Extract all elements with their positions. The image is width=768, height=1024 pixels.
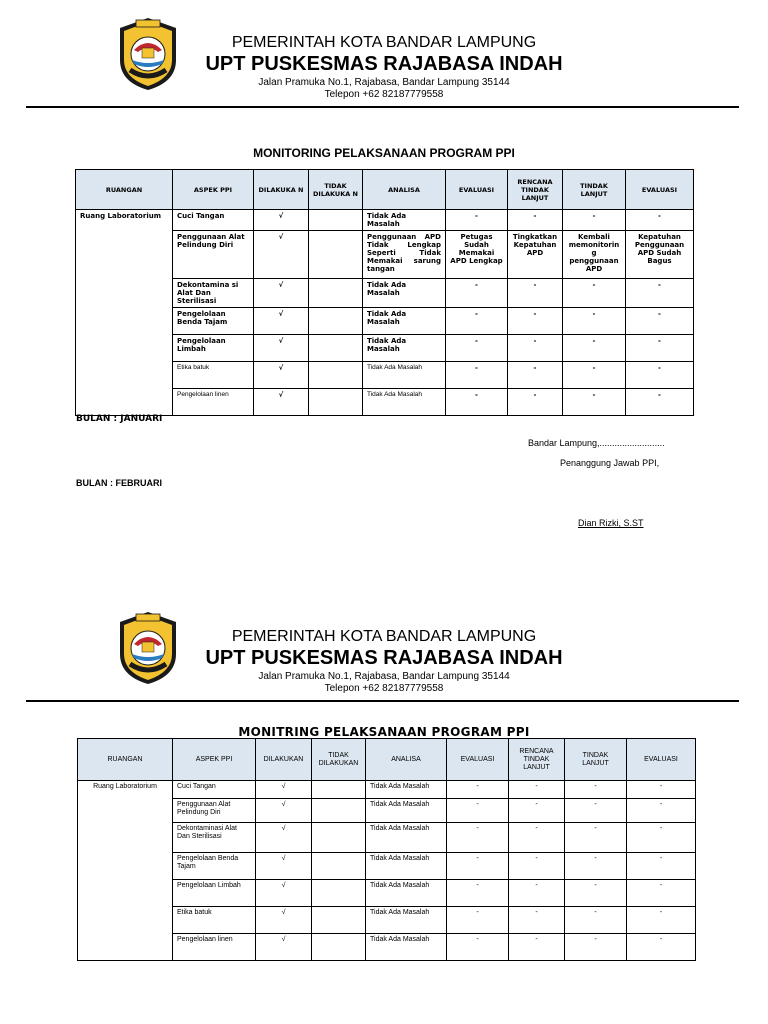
tidak-cell (312, 823, 366, 853)
ruangan-cell: Ruang Laboratorium (76, 210, 173, 416)
tindak-cell: - (565, 799, 627, 823)
analisa-cell: Tidak Ada Masalah (363, 389, 446, 416)
evaluasi2-cell: - (627, 823, 696, 853)
tindak-cell: - (563, 335, 626, 362)
section1-title: MONITORING PELAKSANAAN PROGRAM PPI (253, 146, 515, 160)
table-row (78, 781, 696, 799)
evaluasi-cell: - (446, 308, 508, 335)
rencana-cell: - (509, 799, 565, 823)
evaluasi2-cell: - (626, 335, 694, 362)
evaluasi2-cell: - (626, 362, 694, 389)
evaluasi-cell: Petugas Sudah Memakai APD Lengkap (446, 231, 508, 279)
rencana-cell: - (509, 781, 565, 799)
aspek-cell: Cuci Tangan (173, 781, 256, 799)
analisa-cell: Tidak Ada Masalah (366, 781, 447, 799)
col-header: ANALISA (363, 170, 446, 210)
tidak-cell (312, 880, 366, 907)
analisa-cell: Tidak Ada Masalah (363, 308, 446, 335)
rencana-cell: - (508, 389, 563, 416)
evaluasi2-cell: - (627, 781, 696, 799)
aspek-cell: Dekontamina si Alat Dan Sterilisasi (173, 279, 254, 308)
aspek-cell: Pengelolaan Limbah (173, 880, 256, 907)
analisa-cell: Tidak Ada Masalah (363, 210, 446, 231)
col-header: RUANGAN (78, 739, 173, 781)
dilakukan-cell: √ (256, 823, 312, 853)
tindak-cell: - (565, 823, 627, 853)
phone-text: Telepon +62 82187779558 (324, 683, 444, 694)
analisa-cell: Tidak Ada Masalah (366, 853, 447, 880)
dilakukan-cell: √ (256, 907, 312, 934)
evaluasi2-cell: Kepatuhan Penggunaan APD Sudah Bagus (626, 231, 694, 279)
dilakukan-cell: √ (254, 210, 309, 231)
evaluasi2-cell: - (626, 279, 694, 308)
tidak-cell (312, 853, 366, 880)
analisa-cell: Tidak Ada Masalah (366, 799, 447, 823)
col-header: TIDAK DILAKUKA N (309, 170, 363, 210)
evaluasi-cell: - (447, 781, 509, 799)
evaluasi-cell: - (446, 210, 508, 231)
rencana-cell: Tingkatkan Kepatuhan APD (508, 231, 563, 279)
col-header: EVALUASI (627, 739, 696, 781)
tidak-cell (309, 308, 363, 335)
aspek-cell: Penggunaan Alat Pelindung Diri (173, 799, 256, 823)
tindak-cell: - (563, 389, 626, 416)
analisa-cell: Tidak Ada Masalah (366, 880, 447, 907)
tidak-cell (312, 781, 366, 799)
header-divider (26, 106, 739, 108)
evaluasi-cell: - (446, 279, 508, 308)
col-header: RENCANA TINDAK LANJUT (509, 739, 565, 781)
dilakukan-cell: √ (254, 362, 309, 389)
evaluasi-cell: - (447, 880, 509, 907)
month-label-february: BULAN : FEBRUARI (76, 478, 162, 488)
signature-place-date: Bandar Lampung,.......................... (528, 438, 665, 448)
dilakukan-cell: √ (256, 853, 312, 880)
monitoring-table-2 (77, 738, 696, 961)
rencana-cell: - (509, 880, 565, 907)
aspek-cell: Etika batuk (173, 362, 254, 389)
tindak-cell: Kembali memonitorin g penggunaan APD (563, 231, 626, 279)
dilakukan-cell: √ (254, 231, 309, 279)
aspek-cell: Dekontaminasi Alat Dan Sterilisasi (173, 823, 256, 853)
evaluasi-cell: - (446, 335, 508, 362)
tidak-cell (309, 389, 363, 416)
tindak-cell: - (563, 362, 626, 389)
aspek-cell: Cuci Tangan (173, 210, 254, 231)
tindak-cell: - (563, 279, 626, 308)
col-header: ASPEK PPI (173, 739, 256, 781)
evaluasi2-cell: - (627, 880, 696, 907)
dilakukan-cell: √ (254, 308, 309, 335)
signature-role: Penanggung Jawab PPI, (560, 458, 660, 468)
dilakukan-cell: √ (256, 799, 312, 823)
col-header: TIDAK DILAKUKAN (312, 739, 366, 781)
col-header: DILAKUKAN (256, 739, 312, 781)
rencana-cell: - (509, 853, 565, 880)
institution-name: UPT PUSKESMAS RAJABASA INDAH (205, 647, 563, 669)
col-header: RENCANA TINDAK LANJUT (508, 170, 563, 210)
tidak-cell (309, 335, 363, 362)
tidak-cell (309, 231, 363, 279)
tidak-cell (312, 934, 366, 961)
tidak-cell (312, 907, 366, 934)
government-name: PEMERINTAH KOTA BANDAR LAMPUNG (231, 628, 537, 645)
table-header-row (78, 739, 696, 781)
col-header: RUANGAN (76, 170, 173, 210)
tidak-cell (312, 799, 366, 823)
col-header: TINDAK LANJUT (563, 170, 626, 210)
tindak-cell: - (565, 880, 627, 907)
dilakukan-cell: √ (256, 934, 312, 961)
rencana-cell: - (509, 823, 565, 853)
table-header-row (76, 170, 694, 210)
evaluasi-cell: - (447, 799, 509, 823)
evaluasi2-cell: - (626, 210, 694, 231)
analisa-cell: Tidak Ada Masalah (363, 335, 446, 362)
analisa-cell: Tidak Ada Masalah (366, 934, 447, 961)
evaluasi-cell: - (446, 389, 508, 416)
tidak-cell (309, 210, 363, 231)
rencana-cell: - (509, 907, 565, 934)
dilakukan-cell: √ (256, 880, 312, 907)
col-header: TINDAK LANJUT (565, 739, 627, 781)
evaluasi-cell: - (446, 362, 508, 389)
evaluasi2-cell: - (627, 934, 696, 961)
aspek-cell: Etika batuk (173, 907, 256, 934)
analisa-cell: Penggunaan APD Tidak Lengkap Seperti Tidak Memakai sarung tangan (363, 231, 446, 279)
tindak-cell: - (565, 907, 627, 934)
rencana-cell: - (508, 335, 563, 362)
aspek-cell: Penggunaan Alat Pelindung Diri (173, 231, 254, 279)
col-header: ANALISA (366, 739, 447, 781)
tindak-cell: - (563, 210, 626, 231)
monitoring-table-1 (75, 169, 694, 416)
evaluasi-cell: - (447, 823, 509, 853)
tidak-cell (309, 279, 363, 308)
government-name: PEMERINTAH KOTA BANDAR LAMPUNG (231, 34, 537, 51)
evaluasi2-cell: - (626, 389, 694, 416)
evaluasi2-cell: - (627, 799, 696, 823)
month-label-january: BULAN : JANUARI (76, 414, 163, 424)
rencana-cell: - (508, 362, 563, 389)
col-header: EVALUASI (447, 739, 509, 781)
col-header: EVALUASI (626, 170, 694, 210)
evaluasi2-cell: - (626, 308, 694, 335)
header-divider (26, 700, 739, 702)
aspek-cell: Pengelolaan linen (173, 389, 254, 416)
dilakukan-cell: √ (256, 781, 312, 799)
rencana-cell: - (508, 308, 563, 335)
analisa-cell: Tidak Ada Masalah (366, 907, 447, 934)
tindak-cell: - (563, 308, 626, 335)
aspek-cell: Pengelolaan linen (173, 934, 256, 961)
aspek-cell: Pengelolaan Benda Tajam (173, 853, 256, 880)
evaluasi-cell: - (447, 907, 509, 934)
evaluasi2-cell: - (627, 853, 696, 880)
dilakukan-cell: √ (254, 389, 309, 416)
signature-name: Dian Rizki, S.ST (578, 518, 644, 528)
tindak-cell: - (565, 934, 627, 961)
col-header: DILAKUKA N (254, 170, 309, 210)
institution-name: UPT PUSKESMAS RAJABASA INDAH (205, 53, 563, 75)
table-row (76, 210, 694, 231)
aspek-cell: Pengelolaan Benda Tajam (173, 308, 254, 335)
address-text: Jalan Pramuka No.1, Rajabasa, Bandar Lampung 35144 (258, 671, 510, 682)
rencana-cell: - (508, 210, 563, 231)
rencana-cell: - (509, 934, 565, 961)
tindak-cell: - (565, 853, 627, 880)
col-header: EVALUASI (446, 170, 508, 210)
col-header: ASPEK PPI (173, 170, 254, 210)
rencana-cell: - (508, 279, 563, 308)
address-text: Jalan Pramuka No.1, Rajabasa, Bandar Lampung 35144 (258, 77, 510, 88)
dilakukan-cell: √ (254, 335, 309, 362)
tindak-cell: - (565, 781, 627, 799)
evaluasi-cell: - (447, 934, 509, 961)
section2-title: MONITRING PELAKSANAAN PROGRAM PPI (238, 725, 530, 739)
aspek-cell: Pengelolaan Limbah (173, 335, 254, 362)
evaluasi2-cell: - (627, 907, 696, 934)
dilakukan-cell: √ (254, 279, 309, 308)
evaluasi-cell: - (447, 853, 509, 880)
phone-text: Telepon +62 82187779558 (324, 89, 444, 100)
tidak-cell (309, 362, 363, 389)
analisa-cell: Tidak Ada Masalah (366, 823, 447, 853)
analisa-cell: Tidak Ada Masalah (363, 279, 446, 308)
ruangan-cell: Ruang Laboratorium (78, 781, 173, 961)
analisa-cell: Tidak Ada Masalah (363, 362, 446, 389)
